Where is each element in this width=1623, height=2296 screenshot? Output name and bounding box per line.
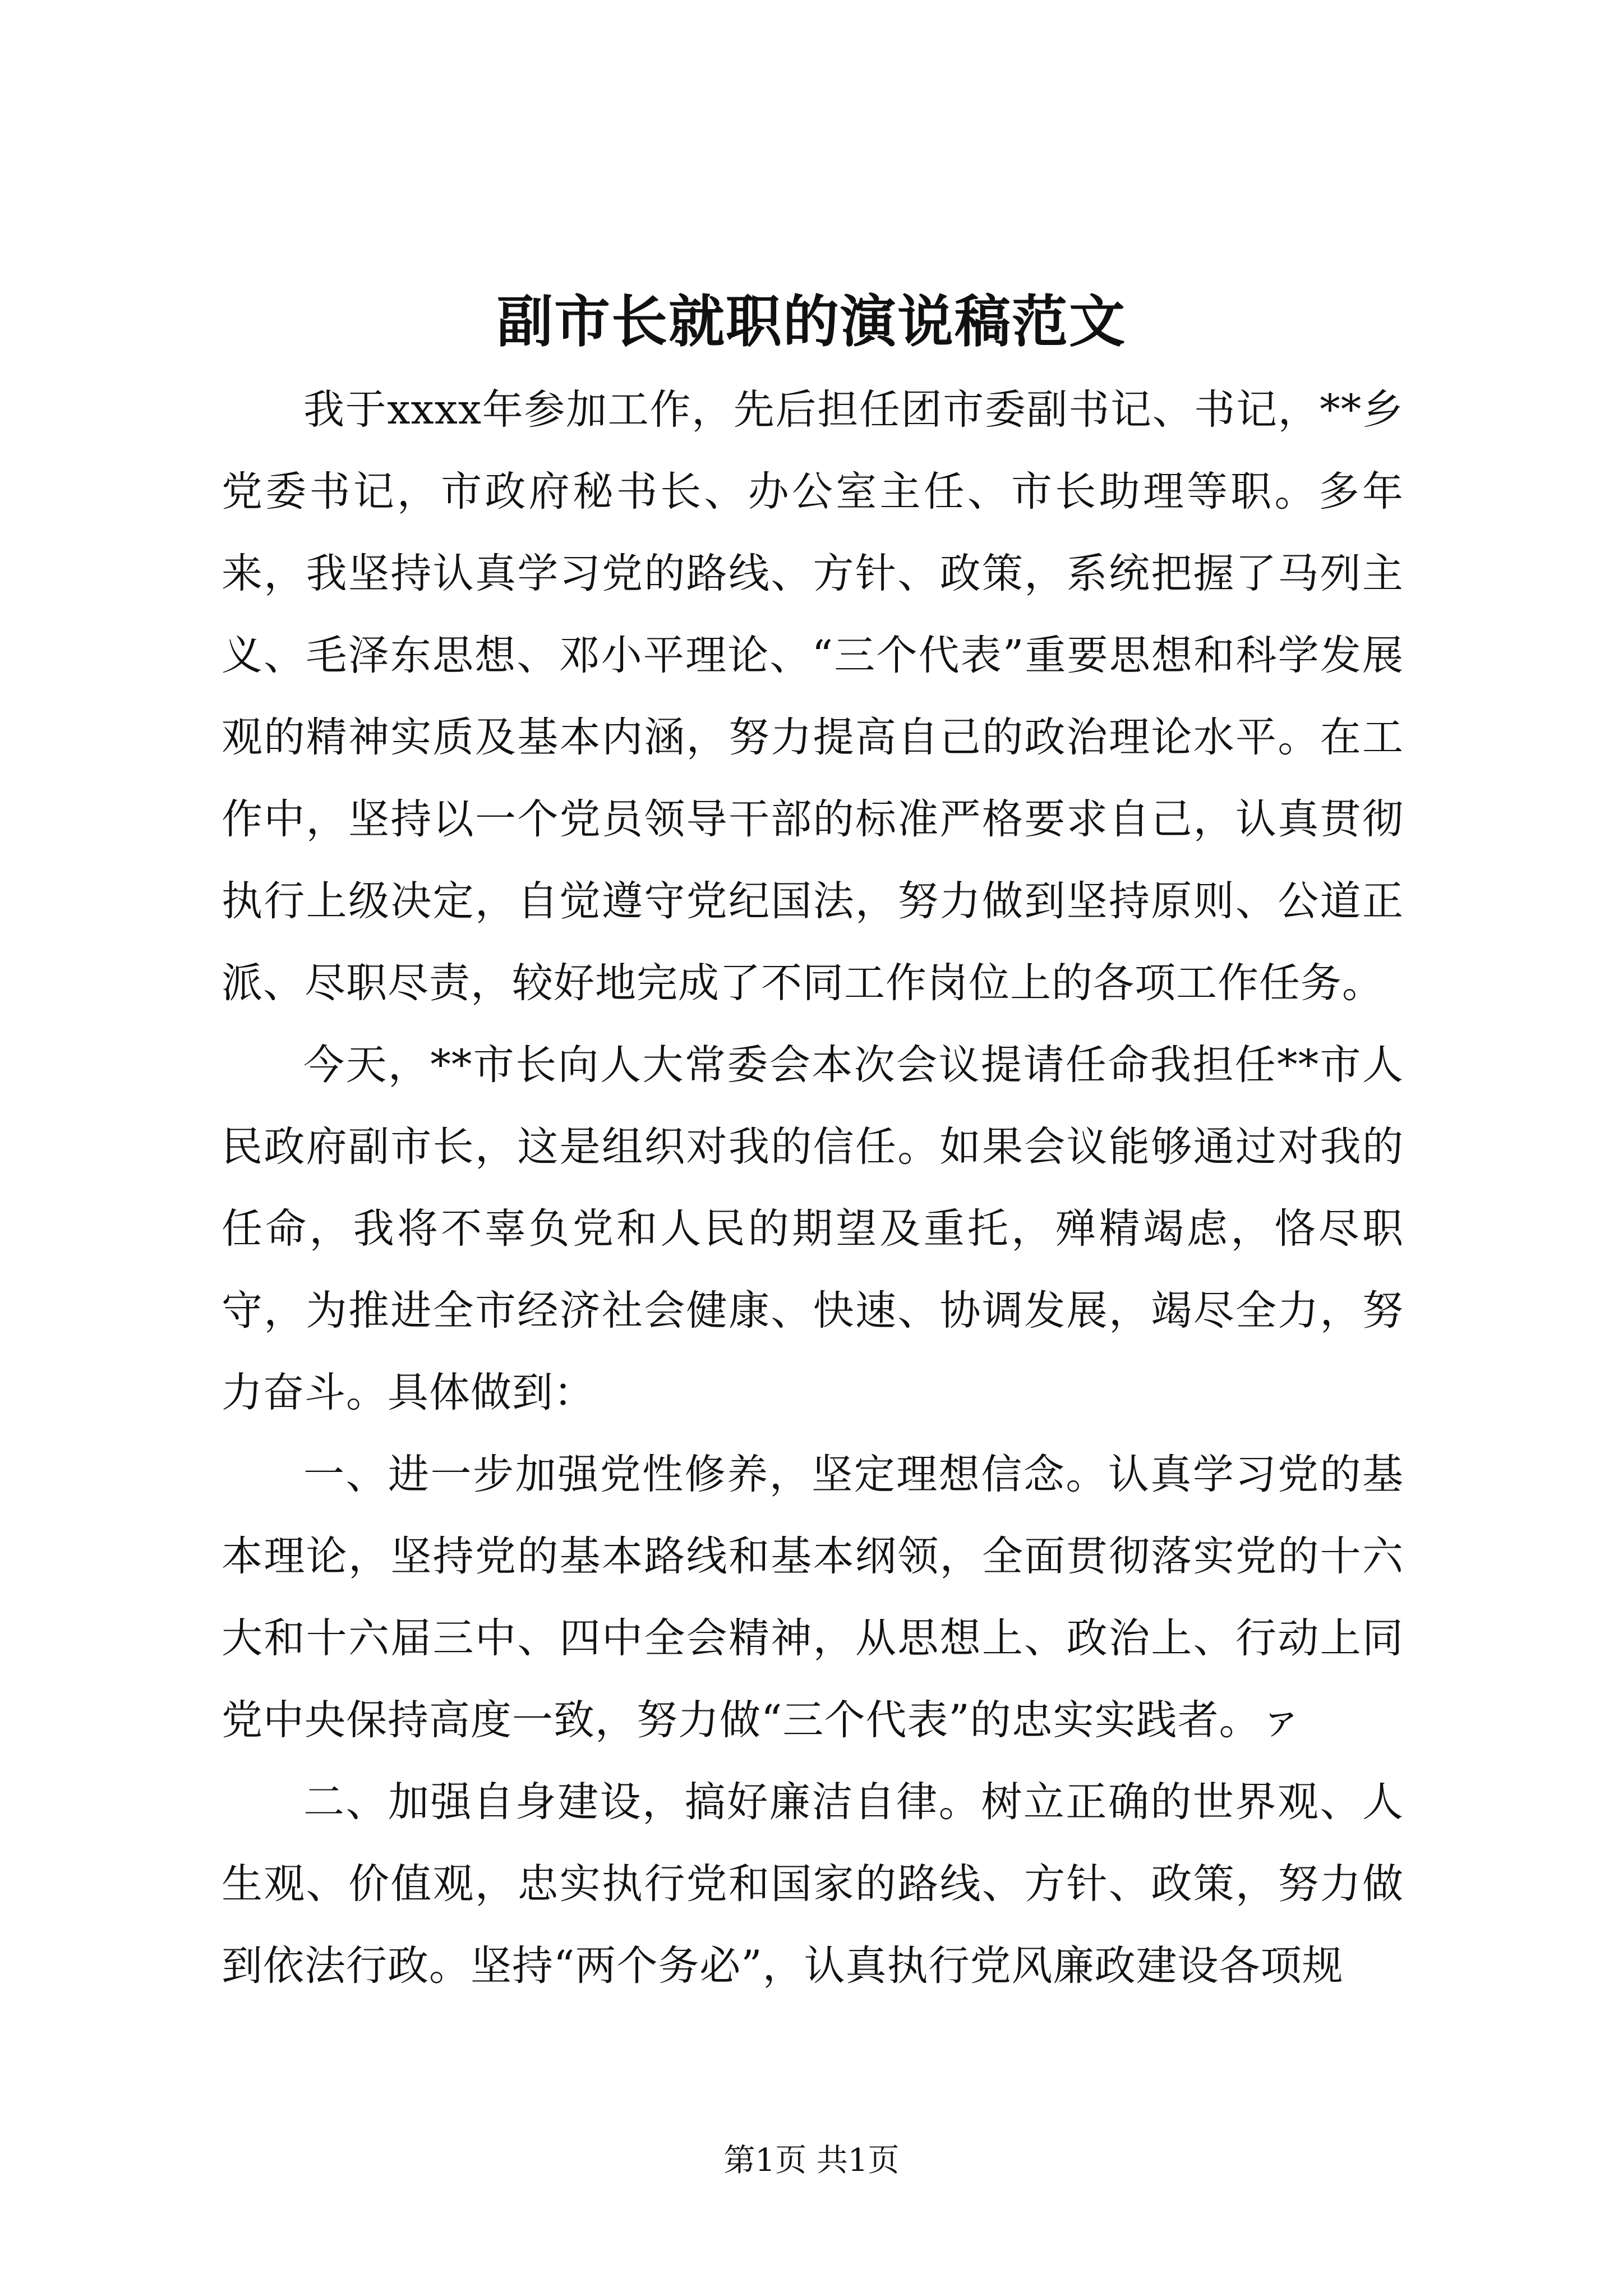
- document-body: [222, 369, 1404, 2007]
- paragraph-1: 我于xxxx年参加工作，先后担任团市委副书记、书记，**乡党委书记，市政府秘书长、办公室主任、市长助理等职。多年来，我坚持认真学习党的路线、方针、政策，系统把握了马列主义、毛泽东思想、邓小平理论、“三个代表”重要思想和科学发展观的精神实质及基本内涵，努力提高自己的政治理论水平。在工作中，坚持以一个党员领导干部的标准严格要求自己，认真贯彻执行上级决定，自觉遵守党纪国法，努力做到坚持原则、公道正派、尽职尽责，较好地完成了不同工作岗位上的各项工作任务。: [222, 386, 1404, 1007]
- document-title: 副市长就职的演说稿范文: [497, 288, 1126, 355]
- paragraph-4: 二、加强自身建设，搞好廉洁自律。树立正确的世界观、人生观、价值观，忠实执行党和国家的路线、方针、政策，努力做到依法行政。坚持“两个务必”，认真执行党风廉政建设各项规: [222, 1778, 1404, 1990]
- paragraph-2: 今天，**市长向人大常委会本次会议提请任命我担任**市人民政府副市长，这是组织对我的信任。如果会议能够通过对我的任命，我将不辜负党和人民的期望及重托，殚精竭虑，恪尽职守，为推进全市经济社会健康、快速、协调发展，竭尽全力，努力奋斗。具体做到：: [222, 1041, 1404, 1416]
- page-footer: 第1页 共1页: [723, 2142, 900, 2179]
- paragraph-3: 一、进一步加强党性修养，坚定理想信念。认真学习党的基本理论，坚持党的基本路线和基本纲领，全面贯彻落实党的十六大和十六届三中、四中全会精神，从思想上、政治上、行动上同党中央保持高度一致，努力做“三个代表”的忠实实践者。ァ: [222, 1451, 1404, 1744]
